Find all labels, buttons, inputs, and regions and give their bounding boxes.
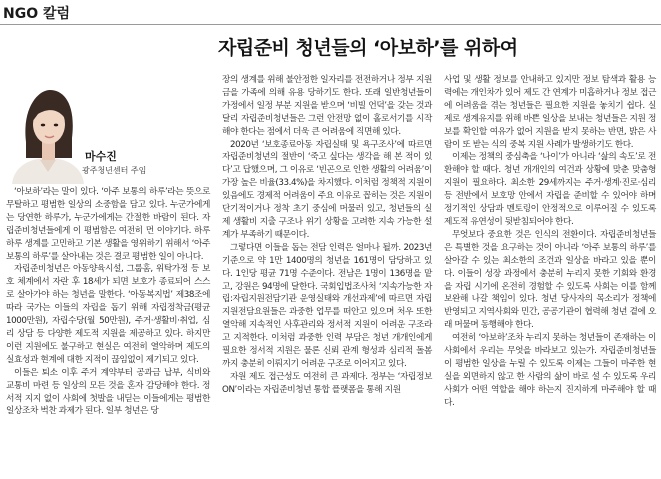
paragraph: 여전히 ‘아보하’조차 누리지 못하는 청년들이 존재하는 이 사회에서 우리는 무엇을 바라보고 있는가. 자립준비청년들이 평범한 일상을 누릴 수 있도록 이제는 그들이 마주한 현실을 외면하지 않고 한 사람의 삶이 바로 설 수 있도록 우리 사회가 어떤 역할을 해야 하는지 진지하게 마주해야 할 때다. (444, 333, 656, 408)
paragraph: 자원 제도 접근성도 여전히 큰 과제다. 정부는 ‘자립정보ON’이라는 자립준비청년 통합 플랫폼을 통해 지원 (222, 371, 432, 395)
paragraph: 무엇보다 중요한 것은 인식의 전환이다. 자립준비청년들은 특별한 것을 요구하는 것이 아니라 ‘아주 보통의 하루’를 살아갈 수 있는 최소한의 조건과 일상을 바라고 있을 뿐이다. 이들이 성장 과정에서 충분히 누리지 못한 기회와 환경을 자립 시기에 온전히 경험할 수 있도록 사회는 이를 함께 보완해 나갈 책임이 있다. 청년 당사자의 목소리가 정책에 반영되고 지역사회와 민간, 공공기관이 협력해 청년 곁에 오래 머물며 동행해야 한다. (444, 229, 656, 331)
paragraph: 자립준비청년은 아동양육시설, 그룹홈, 위탁가정 등 보호 체계에서 자란 후 18세가 되면 보호가 종료되어 스스로 살아가야 하는 청년을 말한다. ‘아동복지법’ 제38조에 따라 국가는 이들의 자립을 돕기 위해 자립정착금(평균 1000만원), 자립수당(월 50만원), 주거·생활비·취업, 심리 상담 등 다양한 제도적 지원을 제공하고 있다. 하지만 이런 지원에도 불구하고 현실은 여전히 열악하며 제도의 실효성과 현계에 대한 지적이 끊임없이 제기되고 있다. (6, 264, 210, 365)
article-column-3 (444, 74, 656, 410)
author-role: 광주청년센터 주임 (82, 166, 147, 175)
article-column-2 (222, 74, 432, 397)
paragraph: 사업 및 생활 정보를 안내하고 있지만 정보 탐색과 활용 능력에는 개인차가 있어 제도 간 연계가 미흡하거나 정보 접근에 어려움을 겪는 청년들은 필요한 지원을 놓치기 쉽다. 실제로 생계유지를 위해 바쁜 일상을 보내는 청년들은 지원 정보를 확인할 여유가 없어 지원을 받지 못하는 반면, 밝은 사람이 또 받는 식의 중복 지원 사례가 발생하기도 한다. (444, 75, 656, 150)
paragraph: 이제는 정책의 중심축을 ‘나이’가 아니라 ‘삶의 속도’로 전환해야 할 때다. 청년 개개인의 여건과 상황에 맞춘 맞춤형 지원이 필요하다. 최소한 29세까지는 주거·생계·진로·심리 등 전반에서 보호망 안에서 자립을 준비할 수 있어야 하며 정기적인 상담과 멘토링이 안정적으로 이루어질 수 있도록 제도적 유연성이 뒷받침되어야 한다. (444, 152, 656, 227)
paragraph: 2020년 ‘보호종료아동 자립실태 및 욕구조사’에 따르면 자립준비청년의 절반이 ‘죽고 싶다는 생각을 해 본 적이 있다’고 답했으며, 그 이유로 ‘빈곤으로 인한 생활의 어려움’이 가장 높은 비율(33.4%)을 차지했다. 이처럼 정책적 지원이 있음에도 경제적 어려움이 주요 이유로 꼽히는 것은 지원이 단기적이거나 정착 초기 중심에 머물러 있고, 청년들의 실제 생활비 지출 구조나 위기 상황을 고려한 지속 가능한 설계가 부족하기 때문이다. (222, 139, 432, 240)
author-name: 마수진 (85, 150, 117, 163)
header-divider (0, 24, 661, 25)
article-column-1 (6, 186, 210, 418)
paragraph: ‘아보하’라는 말이 있다. ‘아주 보통의 하루’라는 뜻으로 무탈하고 평범한 일상의 소중함을 담고 있다. 누군가에게는 당연한 하루가, 누군가에게는 간절한 바람이 된다. 자립준비청년들에게 이 평범함은 여전히 먼 이야기다. 하루하루 생계를 고민하고 기본 생활을 영위하기 위해서 ‘아주 보통의 하루’를 살아내는 것은 결코 평범한 일이 아니다. (6, 187, 210, 262)
paragraph: 장의 생계를 위해 불안정한 일자리를 전전하거나 정부 지원금을 가족에 의해 유용 당하기도 한다. 또래 일반청년들이 가정에서 일정 부분 지원을 받으며 ‘비빌 언덕’을 갖는 것과 달리 자립준비청년들은 그런 안전망 없이 홀로서기를 시작해야 한다는 점에서 더욱 큰 어려움에 직면해 있다. (222, 75, 432, 137)
headline: 자립준비 청년들의 ‘아보하’를 위하여 (218, 37, 518, 59)
paragraph: 이들은 퇴소 이후 주거 계약부터 공과금 납부, 식비와 교통비 마련 등 일상의 모든 것을 혼자 감당해야 한다. 정서적 지지 없이 사회에 첫발을 내딛는 이들에게는 평범한 일상조차 벅찬 과제가 된다. 일부 청년은 당 (6, 367, 210, 417)
section-label: NGO 칼럼 (3, 6, 71, 22)
paragraph: 그렇다면 이들을 돕는 전담 인력은 얼마나 될까. 2023년 기준으로 약 1만 1400명의 청년을 161명이 담당하고 있다. 1인당 평균 71명 수준이다. 전남은 1명이 136명을 맡고, 강원은 94명에 달한다. 국회입법조사처 ‘지속가능한 자립:자립지원전담기관 운영실태와 개선과제’에 따르면 자립지원전담요원들은 과중한 업무를 떠안고 있으며 처우 또한 열악해 지속적인 사후관리와 정서적 지원이 어려운 구조라고 지적한다. 이처럼 과중한 인력 부담은 청년 개개인에게 필요한 정서적 지원은 물론 신뢰 관계 형성과 심리적 돌봄까지 충분히 이뤄지기 어려운 구조로 이어지고 있다. (222, 242, 432, 369)
